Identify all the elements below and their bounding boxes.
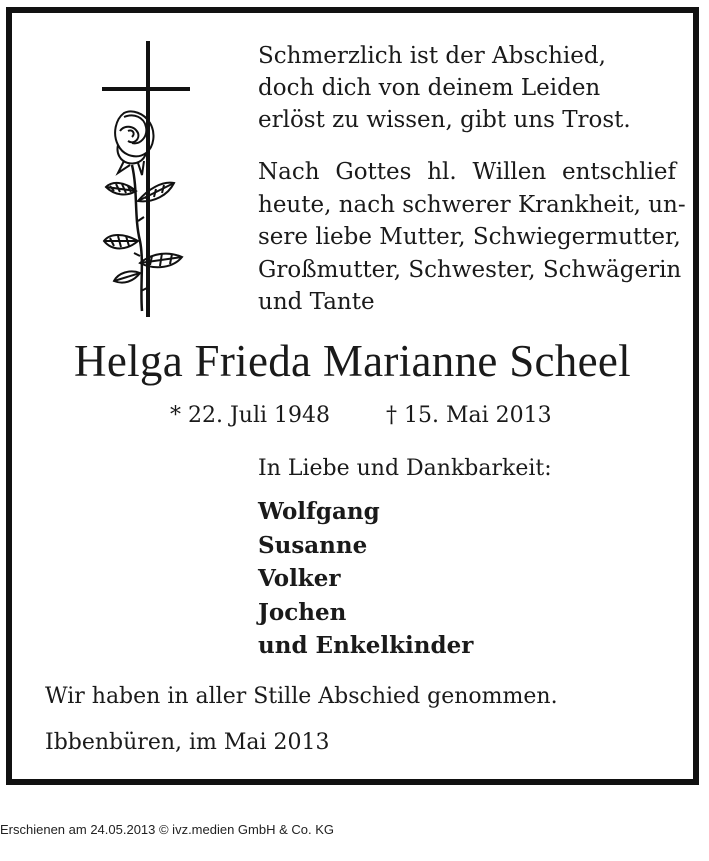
announcement-line: sere liebe Mutter, Schwiegermutter, (258, 224, 681, 250)
mourner-name: Jochen (258, 598, 347, 626)
birth-date: * 22. Juli 1948 (170, 403, 331, 428)
mourner-name: Susanne (258, 531, 368, 559)
death-announcement (258, 156, 686, 319)
mourners-list (258, 495, 473, 663)
publication-footer: Erschienen am 24.05.2013 © ivz.medien GmbH & Co. KG (0, 822, 335, 837)
farewell-note: Wir haben in aller Stille Abschied genommen. (45, 684, 558, 709)
death-date: † 15. Mai 2013 (386, 403, 552, 428)
verse-line: Schmerzlich ist der Abschied, (258, 43, 606, 69)
mourner-name: und Enkelkinder (258, 632, 474, 659)
announcement-line: Großmutter, Schwester, Schwägerin (258, 256, 682, 283)
announcement-line: und Tante (258, 289, 375, 315)
mourner-name: Volker (258, 565, 341, 592)
mourners-intro: In Liebe und Dankbarkeit: (258, 456, 552, 481)
place-and-date: Ibbenbüren, im Mai 2013 (45, 730, 330, 755)
announcement-line: heute, nach schwerer Krankheit, un- (258, 191, 686, 218)
verse-line: erlöst zu wissen, gibt uns Trost. (258, 107, 631, 133)
obituary-notice (6, 7, 699, 785)
verse-line: doch dich von deinem Leiden (258, 75, 601, 101)
announcement-line: Nach Gottes hl. Willen entschlief (258, 159, 676, 185)
mourner-name: Wolfgang (258, 498, 380, 525)
cross-with-rose-icon (94, 41, 190, 319)
deceased-name: Helga Frieda Marianne Scheel (74, 336, 631, 386)
verse (258, 40, 678, 136)
